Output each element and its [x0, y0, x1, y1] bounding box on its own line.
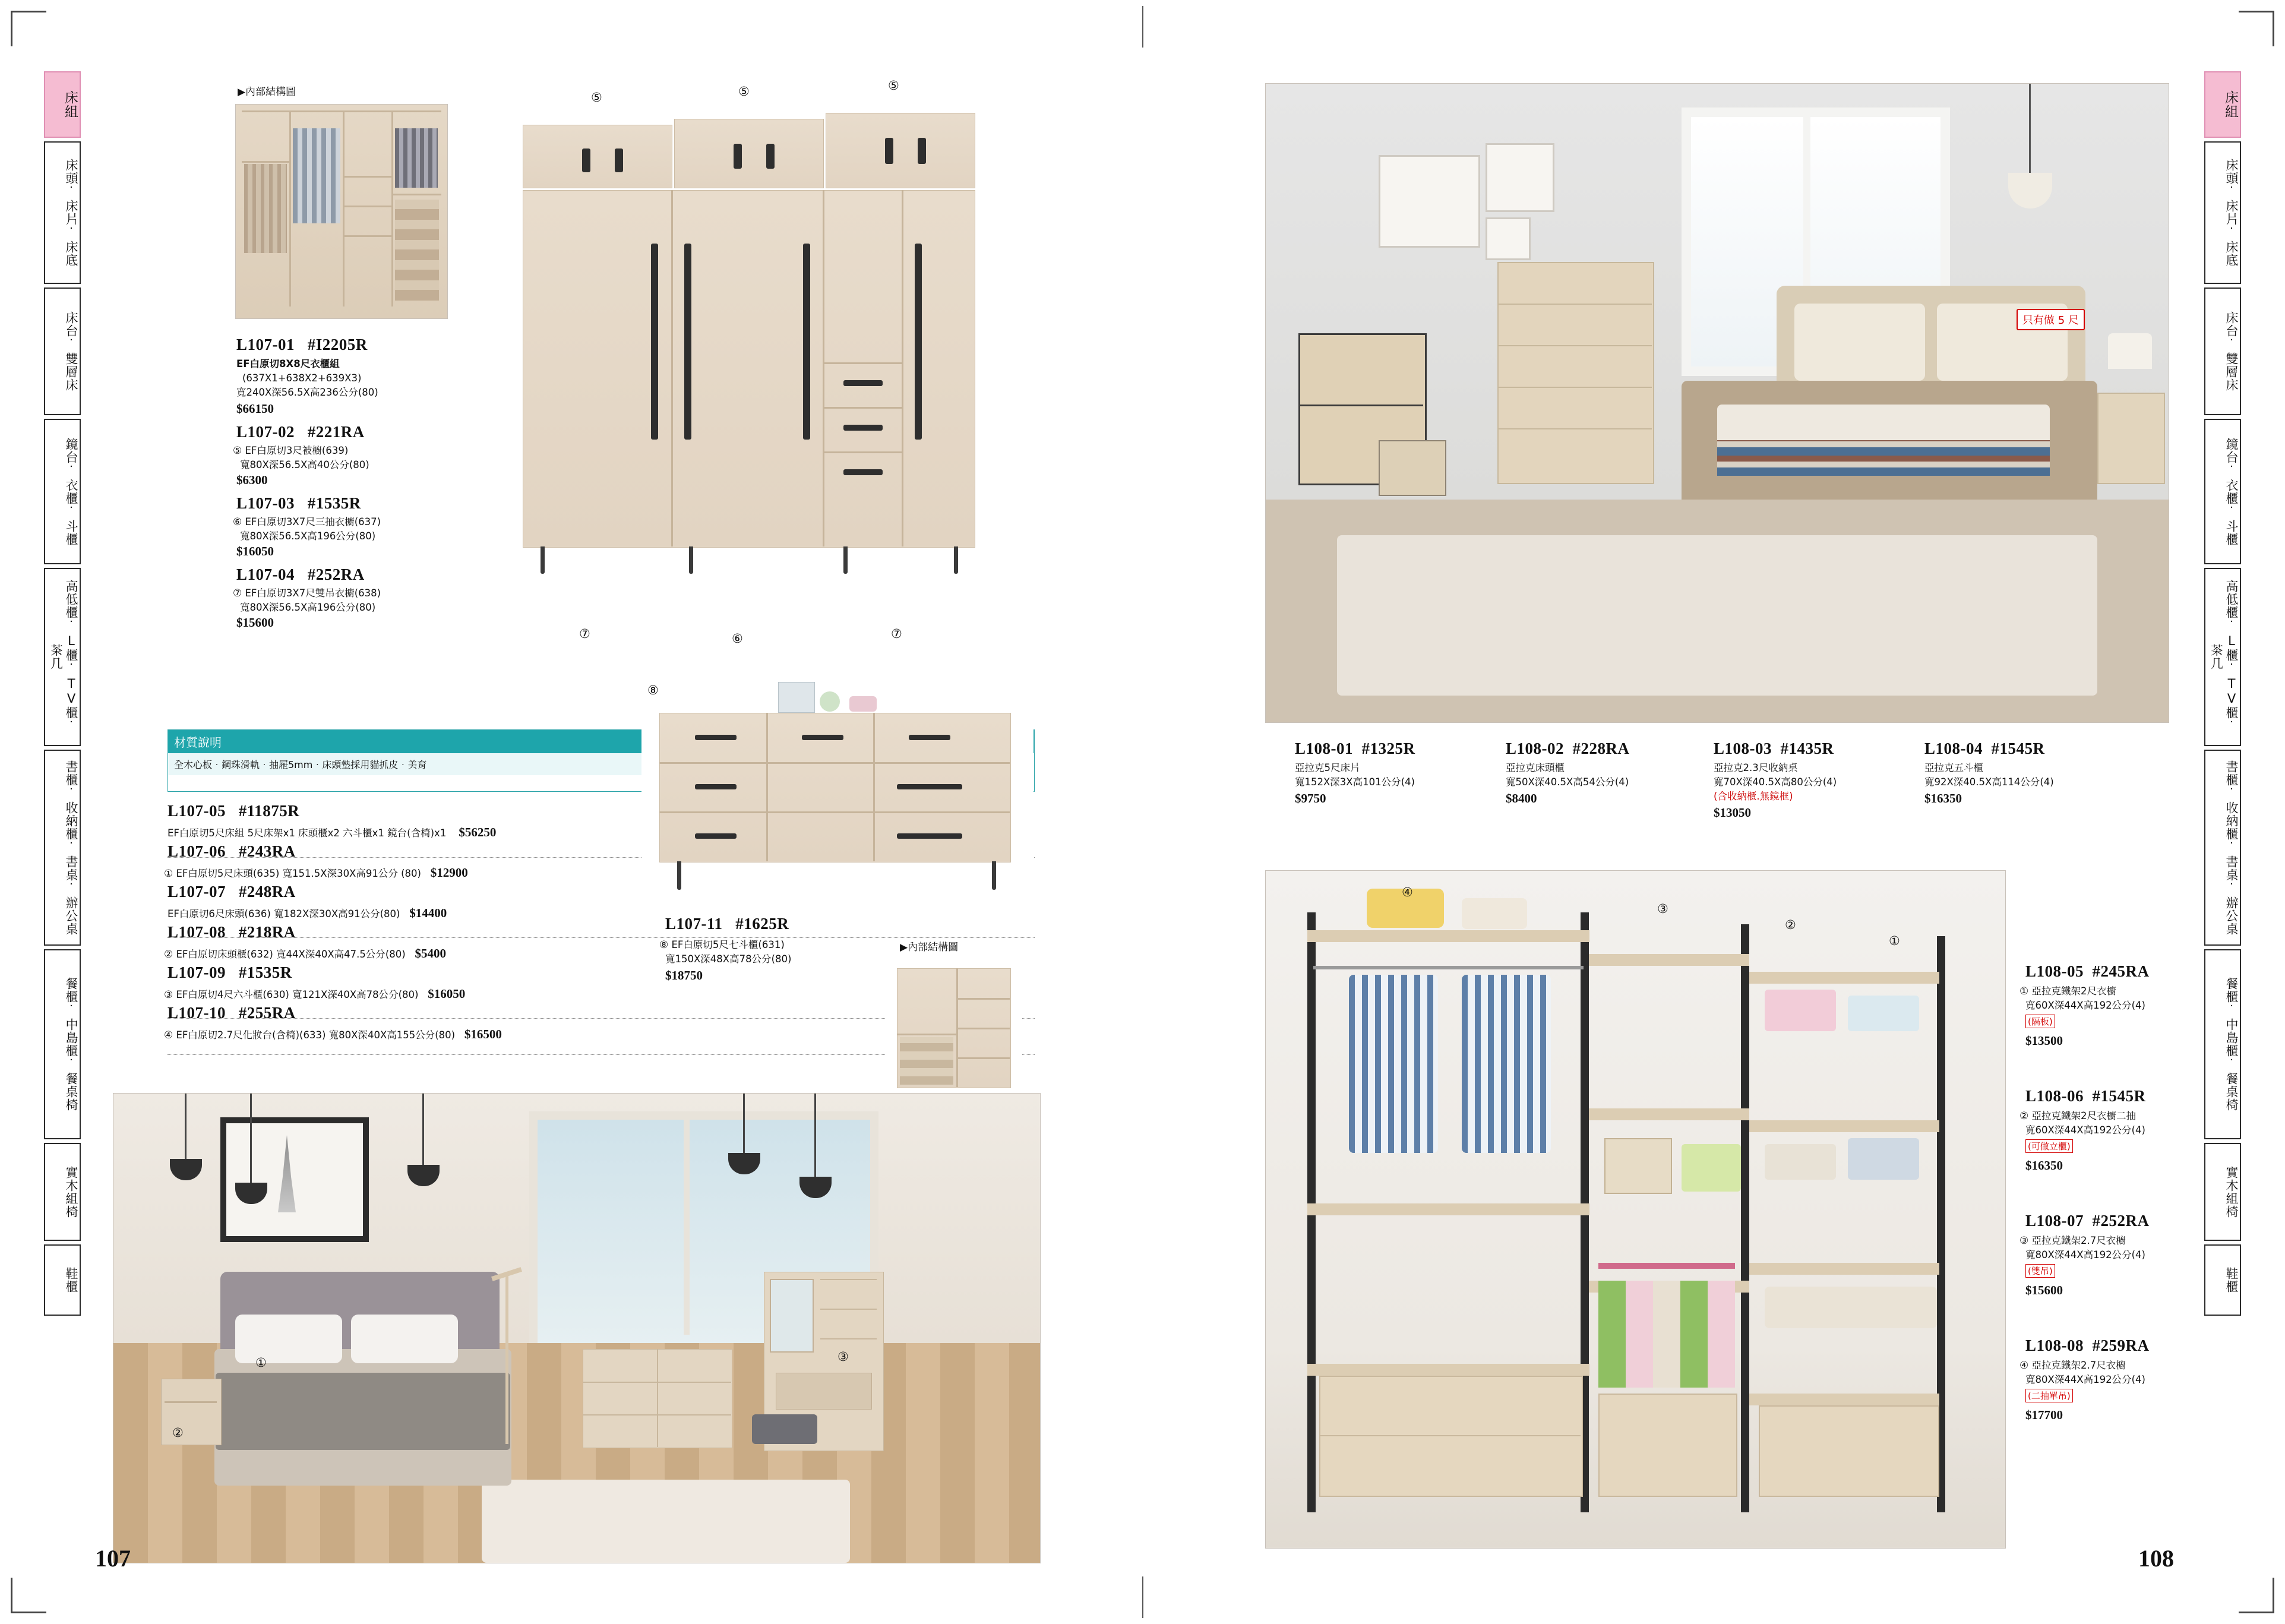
wardrobe-main-illustration: [511, 107, 1022, 642]
product-price-l108-06: $16350: [2025, 1158, 2063, 1173]
product-code-l108-04: L108-04 #1545R: [1924, 740, 2045, 757]
crop-mark-bottom-left: [11, 1578, 46, 1613]
bedroom-scene-photo-left: [113, 1093, 1041, 1563]
tab-label: 床組: [62, 90, 78, 119]
product-name-l108-04: 亞拉克五斗櫃: [1924, 762, 1983, 773]
sidebar-item-bookcase-left[interactable]: [44, 750, 81, 946]
product-code-l107-05: L107-05 #11875R: [167, 802, 300, 820]
tab-label: 書櫃˙收納櫃˙書桌˙辦公桌: [64, 760, 78, 936]
tab-label: 床台˙雙層床: [2224, 311, 2239, 391]
product-code-l107-08: L107-08 #218RA: [167, 923, 296, 941]
right-side-tabs: [2204, 71, 2241, 1316]
tab-label: 實木組椅: [64, 1165, 78, 1218]
product-code-l107-03: L107-03 #1535R: [236, 494, 361, 512]
product-price-l107-01: $66150: [236, 402, 274, 416]
marker-wardrobe-5b: ⑤: [738, 84, 750, 99]
product-spec-l108-01: 寬152X深3X高101公分(4): [1295, 776, 1415, 788]
marker-chest-8: ⑧: [647, 683, 659, 697]
product-name-l108-05: ① 亞拉克鐵架2尺衣櫥: [2019, 985, 2116, 997]
material-note-title: 材質說明: [174, 735, 222, 750]
page-number-right: 108: [2138, 1545, 2174, 1572]
marker-rack-2: ②: [1785, 918, 1796, 932]
sidebar-item-wardrobe-right[interactable]: [2204, 419, 2241, 564]
product-price-l108-04: $16350: [1924, 791, 1962, 805]
sidebar-item-tvcabinet-right[interactable]: [2204, 568, 2241, 746]
product-name-l108-03: 亞拉克2.3尺收納桌: [1714, 762, 1798, 773]
product-note-l108-08: (二抽單吊): [2025, 1389, 2073, 1402]
marker-wardrobe-6: ⑥: [732, 631, 743, 646]
sidebar-item-dining-right[interactable]: [2204, 949, 2241, 1139]
crop-mark-top-left: [11, 11, 46, 46]
product-price-l108-02: $8400: [1506, 791, 1537, 805]
product-note-l108-03: (含收納櫃.無鏡框): [1714, 791, 1793, 802]
sidebar-item-shoecabinet-right[interactable]: [2204, 1244, 2241, 1316]
sidebar-item-solidwood-right[interactable]: [2204, 1143, 2241, 1241]
product-desc-l107-08: ② EF白原切床頭櫃(632) 寬44X深40X高47.5公分(80) $5400: [164, 946, 446, 961]
bedroom-scene-photo-right: [1265, 83, 2169, 723]
marker-wardrobe-5c: ⑤: [888, 78, 899, 93]
product-spec-l108-03: 寬70X深40.5X高80公分(4): [1714, 776, 1837, 788]
product-price-l108-05: $13500: [2025, 1034, 2063, 1048]
tab-label: 書櫃˙收納櫃˙書桌˙辦公桌: [2224, 760, 2239, 936]
product-price-l108-07: $15600: [2025, 1283, 2063, 1297]
product-spec-l108-04: 寬92X深40.5X高114公分(4): [1924, 776, 2054, 788]
left-side-tabs: [44, 71, 81, 1316]
product-note-l108-07: (雙吊): [2025, 1264, 2055, 1278]
tab-label: 鞋櫃: [64, 1267, 78, 1293]
product-name-l108-01: 亞拉克5尺床片: [1295, 762, 1360, 773]
product-code-l108-06: L108-06 #1545R: [2025, 1087, 2146, 1105]
material-note-body: 全木心板．鋼珠滑軌．抽屜5mm．床頭墊採用貓抓皮．美育: [168, 753, 1034, 775]
product-name-l108-07: ③ 亞拉克鐵架2.7尺衣櫥: [2019, 1235, 2126, 1247]
sidebar-item-headboard-left[interactable]: [44, 141, 81, 284]
tab-label: 鏡台˙衣櫃˙斗櫃: [2224, 437, 2239, 546]
product-code-l108-03: L108-03 #1435R: [1714, 740, 1834, 757]
wardrobe-inner-structure-photo: [235, 104, 448, 319]
tab-label: 高低櫃˙L櫃˙TV櫃˙茶几: [49, 580, 78, 734]
marker-rack-4: ④: [1402, 885, 1413, 899]
product-spec-l108-02: 寬50X深40.5X高54公分(4): [1506, 776, 1629, 788]
product-code-l108-07: L108-07 #252RA: [2025, 1212, 2150, 1230]
product-code-l108-02: L108-02 #228RA: [1506, 740, 1630, 757]
crop-mark-top-right: [2239, 11, 2274, 46]
product-note-l108-05: (隔板): [2025, 1015, 2055, 1028]
product-spec-l107-04: 寬80X深56.5X高196公分(80): [240, 602, 376, 613]
product-code-l107-02: L107-02 #221RA: [236, 423, 365, 441]
product-name-l108-06: ② 亞拉克鐵架2尺衣櫥二抽: [2019, 1110, 2136, 1122]
product-price-l107-02: $6300: [236, 473, 268, 487]
marker-wardrobe-5a: ⑤: [591, 90, 602, 105]
product-name-l107-01: EF白原切8X8尺衣櫃組: [236, 358, 340, 369]
product-spec-l108-08: 寬80X深44X高192公分(4): [2025, 1374, 2145, 1385]
tab-label: 餐櫃˙中島櫃˙餐桌椅: [2224, 977, 2239, 1111]
product-desc-l107-05: EF白原切5尺床組 5尺床架x1 床頭櫃x2 六斗櫃x1 鏡台(含椅)x1 $56250: [167, 825, 497, 839]
marker-rack-1: ①: [1889, 934, 1900, 948]
product-code-l107-09: L107-09 #1535R: [167, 963, 292, 981]
crop-mark-bottom-right: [2239, 1578, 2274, 1613]
product-code-l107-10: L107-10 #255RA: [167, 1004, 296, 1022]
product-code-l107-07: L107-07 #248RA: [167, 883, 296, 901]
product-note-l108-06: (可做立櫃): [2025, 1139, 2073, 1153]
product-price-l107-04: $15600: [236, 615, 274, 630]
product-code-l107-06: L107-06 #243RA: [167, 842, 296, 860]
marker-scene-1: ①: [255, 1356, 267, 1370]
product-code-l107-04: L107-04 #252RA: [236, 565, 365, 583]
product-price-l108-03: $13050: [1714, 805, 1751, 820]
sidebar-item-solidwood-left[interactable]: [44, 1143, 81, 1241]
tab-label: 鞋櫃: [2224, 1267, 2239, 1293]
product-name-l107-03: ⑥ EF白原切3X7尺三抽衣櫥(637): [233, 516, 381, 528]
divider: [167, 937, 1035, 938]
sidebar-item-bed-set-left[interactable]: [44, 71, 81, 138]
product-name-l107-11: ⑧ EF白原切5尺七斗櫃(631): [659, 939, 785, 951]
product-price-l108-01: $9750: [1295, 791, 1326, 805]
chest-seven-drawer-photo: [641, 677, 1034, 903]
sidebar-item-wardrobe-left[interactable]: [44, 419, 81, 564]
inner-structure-label-2: ▶內部結構圖: [900, 941, 959, 953]
tab-label: 餐櫃˙中島櫃˙餐桌椅: [64, 977, 78, 1111]
center-registration-top: [1142, 6, 1143, 48]
product-code-l107-01: L107-01 #I2205R: [236, 336, 368, 353]
tab-label: 高低櫃˙L櫃˙TV櫃˙茶几: [2209, 580, 2239, 734]
center-registration-bottom: [1142, 1576, 1143, 1618]
product-spec-l107-11: 寬150X深48X高78公分(80): [665, 953, 792, 965]
tab-label: 鏡台˙衣櫃˙斗櫃: [64, 437, 78, 546]
product-code-l107-11: L107-11 #1625R: [665, 915, 789, 933]
inner-structure-label-1: ▶內部結構圖: [238, 86, 296, 98]
sidebar-item-bedframe-left[interactable]: [44, 287, 81, 415]
product-code-l108-01: L108-01 #1325R: [1295, 740, 1415, 757]
product-spec-l107-03: 寬80X深56.5X高196公分(80): [240, 530, 376, 542]
sidebar-item-shoecabinet-left[interactable]: [44, 1244, 81, 1316]
product-name-l107-04: ⑦ EF白原切3X7尺雙吊衣櫥(638): [233, 587, 381, 599]
tab-label: 床組: [2223, 90, 2238, 119]
product-spec-l107-02: 寬80X深56.5X高40公分(80): [240, 459, 369, 470]
product-name-l108-08: ④ 亞拉克鐵架2.7尺衣櫥: [2019, 1360, 2126, 1372]
product-price-l108-08: $17700: [2025, 1408, 2063, 1422]
tab-label: 實木組椅: [2224, 1165, 2239, 1218]
marker-scene-3: ③: [837, 1350, 849, 1364]
product-spec-l108-07: 寬80X深44X高192公分(4): [2025, 1249, 2145, 1260]
page-number-left: 107: [95, 1545, 131, 1572]
product-desc-l107-10: ④ EF白原切2.7尺化妝台(含椅)(633) 寬80X深40X高155公分(80) $16500: [164, 1027, 502, 1041]
closet-rack-photo: [1265, 870, 2006, 1549]
sidebar-item-tvcabinet-left[interactable]: [44, 568, 81, 746]
sidebar-item-bookcase-right[interactable]: [2204, 750, 2241, 946]
product-price-l107-03: $16050: [236, 544, 274, 558]
product-spec-l108-06: 寬60X深44X高192公分(4): [2025, 1124, 2145, 1136]
product-name-l107-02: ⑤ EF白原切3尺被櫥(639): [233, 445, 349, 457]
product-desc-l107-09: ③ EF白原切4尺六斗櫃(630) 寬121X深40X高78公分(80) $16050: [164, 987, 466, 1001]
product-desc-l107-06: ① EF白原切5尺床頭(635) 寬151.5X深30X高91公分 (80) $12900: [164, 865, 468, 880]
marker-scene-2: ②: [172, 1426, 184, 1440]
product-code-l108-08: L108-08 #259RA: [2025, 1337, 2150, 1354]
sidebar-item-bedframe-right[interactable]: [2204, 287, 2241, 415]
marker-rack-3: ③: [1657, 902, 1668, 916]
product-name-l108-02: 亞拉克床頭櫃: [1506, 762, 1565, 773]
tab-label: 床頭˙床片˙床底: [2224, 159, 2239, 267]
product-spec-l107-01: 寬240X深56.5X高236公分(80): [236, 387, 378, 398]
marker-wardrobe-7a: ⑦: [579, 627, 590, 641]
product-desc-l107-07: EF白原切6尺床頭(636) 寬182X深30X高91公分(80) $14400: [167, 906, 447, 920]
tab-label: 床台˙雙層床: [64, 311, 78, 391]
sidebar-item-bed-set-right[interactable]: [2204, 71, 2241, 138]
marker-wardrobe-7b: ⑦: [891, 627, 902, 641]
product-sub-l107-01: (637X1+638X2+639X3): [242, 372, 362, 384]
product-code-l108-05: L108-05 #245RA: [2025, 962, 2150, 980]
product-spec-l108-05: 寬60X深44X高192公分(4): [2025, 1000, 2145, 1011]
tab-label: 床頭˙床片˙床底: [64, 159, 78, 267]
scene-badge-5chi: 只有做 5 尺: [2017, 309, 2085, 330]
sidebar-item-dining-left[interactable]: [44, 949, 81, 1139]
product-price-l107-11: $18750: [665, 968, 703, 982]
sidebar-item-headboard-right[interactable]: [2204, 141, 2241, 284]
